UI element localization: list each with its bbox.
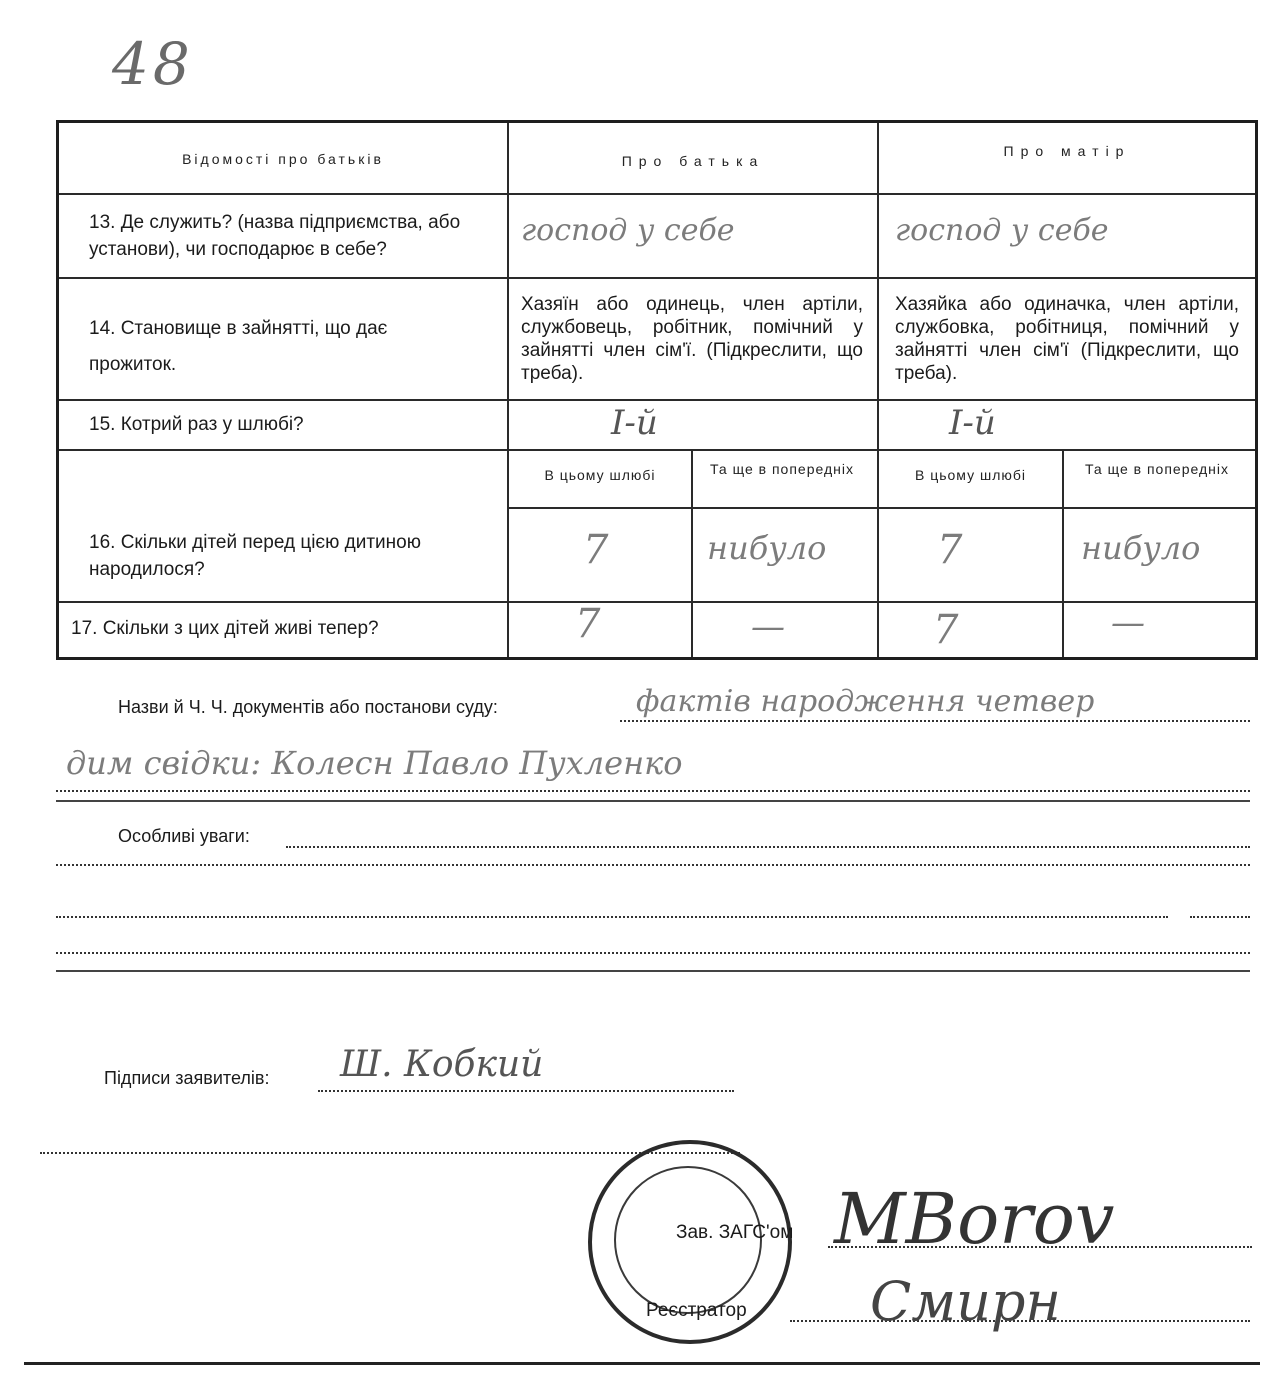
- answer-17-mother-this: 7: [933, 607, 959, 653]
- documents-line-2: [56, 790, 1250, 792]
- row-divider: [59, 399, 1255, 401]
- answer-13-father: господ у себе: [521, 213, 735, 248]
- subcolumn-divider: [691, 451, 693, 657]
- applicants-line-2: [40, 1152, 740, 1154]
- applicants-label: Підписи заявителів:: [104, 1068, 270, 1088]
- applicants-signature: Ш. Кобкий: [340, 1044, 544, 1085]
- subcolumn-divider: [1062, 451, 1064, 657]
- registrar-label: Реєстратор: [646, 1300, 747, 1321]
- documents-value-line1: фактів народження четвер: [636, 684, 1095, 719]
- answer-16-father-previous: нибуло: [707, 529, 827, 567]
- answer-15-mother: I-й: [949, 403, 996, 443]
- column-divider: [507, 123, 509, 657]
- notes-label: Особливі уваги:: [118, 826, 250, 846]
- applicants-line: [318, 1090, 734, 1092]
- question-14: 14. Становище в зайнятті, що дає прожиток.: [89, 318, 388, 375]
- subheader-mother-this-marriage: В цьому шлюбі: [914, 467, 1027, 483]
- answer-17-mother-previous: —: [1111, 603, 1145, 643]
- answer-16-mother-this: 7: [937, 527, 963, 573]
- row-divider: [59, 601, 1255, 603]
- header-mother: Про матір: [1003, 143, 1131, 159]
- notes-line-4: [56, 952, 1250, 954]
- notes-underline: [56, 970, 1250, 972]
- documents-underline: [56, 800, 1250, 802]
- row-divider: [59, 449, 1255, 451]
- answer-17-father-previous: —: [751, 607, 785, 647]
- documents-value-line2: дим свідки: Колесн Павло Пухленко: [66, 744, 683, 782]
- header-father: Про батька: [621, 153, 765, 169]
- header-parents-info: Відомості про батьків: [182, 151, 384, 167]
- parents-info-table: [56, 120, 1258, 660]
- notes-line-3b: [1190, 916, 1250, 918]
- column-divider: [877, 123, 879, 657]
- documents-label: Назви й Ч. Ч. документів або постанови суду:: [118, 697, 498, 717]
- row-divider: [59, 277, 1255, 279]
- notes-line-2: [56, 864, 1250, 866]
- question-13: 13. Де служить? (назва підприємства, або установи), чи господарює в себе?: [89, 212, 461, 260]
- row-divider: [59, 193, 1255, 195]
- notes-line-3: [56, 916, 1168, 918]
- page-bottom-rule: [24, 1362, 1260, 1365]
- options-14-father: Хазяїн або одинець, член артіли, службовець, робітник, помічний у зайнятті член сім'ї. (Підкреслити, що треба).: [521, 294, 863, 384]
- subheader-father-previous: Та ще в попередніх: [710, 461, 854, 477]
- answer-13-mother: господ у себе: [895, 213, 1109, 248]
- page-number: 48: [112, 30, 194, 98]
- notes-line-1: [286, 846, 1250, 848]
- answer-16-father-this: 7: [583, 527, 609, 573]
- answer-15-father: I-й: [611, 403, 658, 443]
- subheader-father-this-marriage: В цьому шлюбі: [544, 467, 656, 483]
- row-divider: [507, 507, 1255, 509]
- head-signature: MBorov: [834, 1178, 1115, 1260]
- question-17: 17. Скільки з цих дітей живі тепер?: [71, 618, 379, 639]
- registrar-signature: Смирн: [870, 1270, 1062, 1333]
- answer-16-mother-previous: нибуло: [1081, 529, 1201, 567]
- answer-17-father-this: 7: [575, 601, 601, 647]
- question-15: 15. Котрий раз у шлюбі?: [89, 414, 304, 435]
- subheader-mother-previous: Та ще в попередніх: [1085, 461, 1229, 477]
- question-16: 16. Скільки дітей перед цією дитиною народилося?: [89, 532, 421, 580]
- documents-line-1: [620, 720, 1250, 722]
- head-label: Зав. ЗАГС'ом: [676, 1222, 794, 1243]
- options-14-mother: Хазяйка або одиначка, член артіли, службовка, робітниця, помічний у зайнятті член сім'ї (Підкреслити, що треба).: [895, 294, 1239, 384]
